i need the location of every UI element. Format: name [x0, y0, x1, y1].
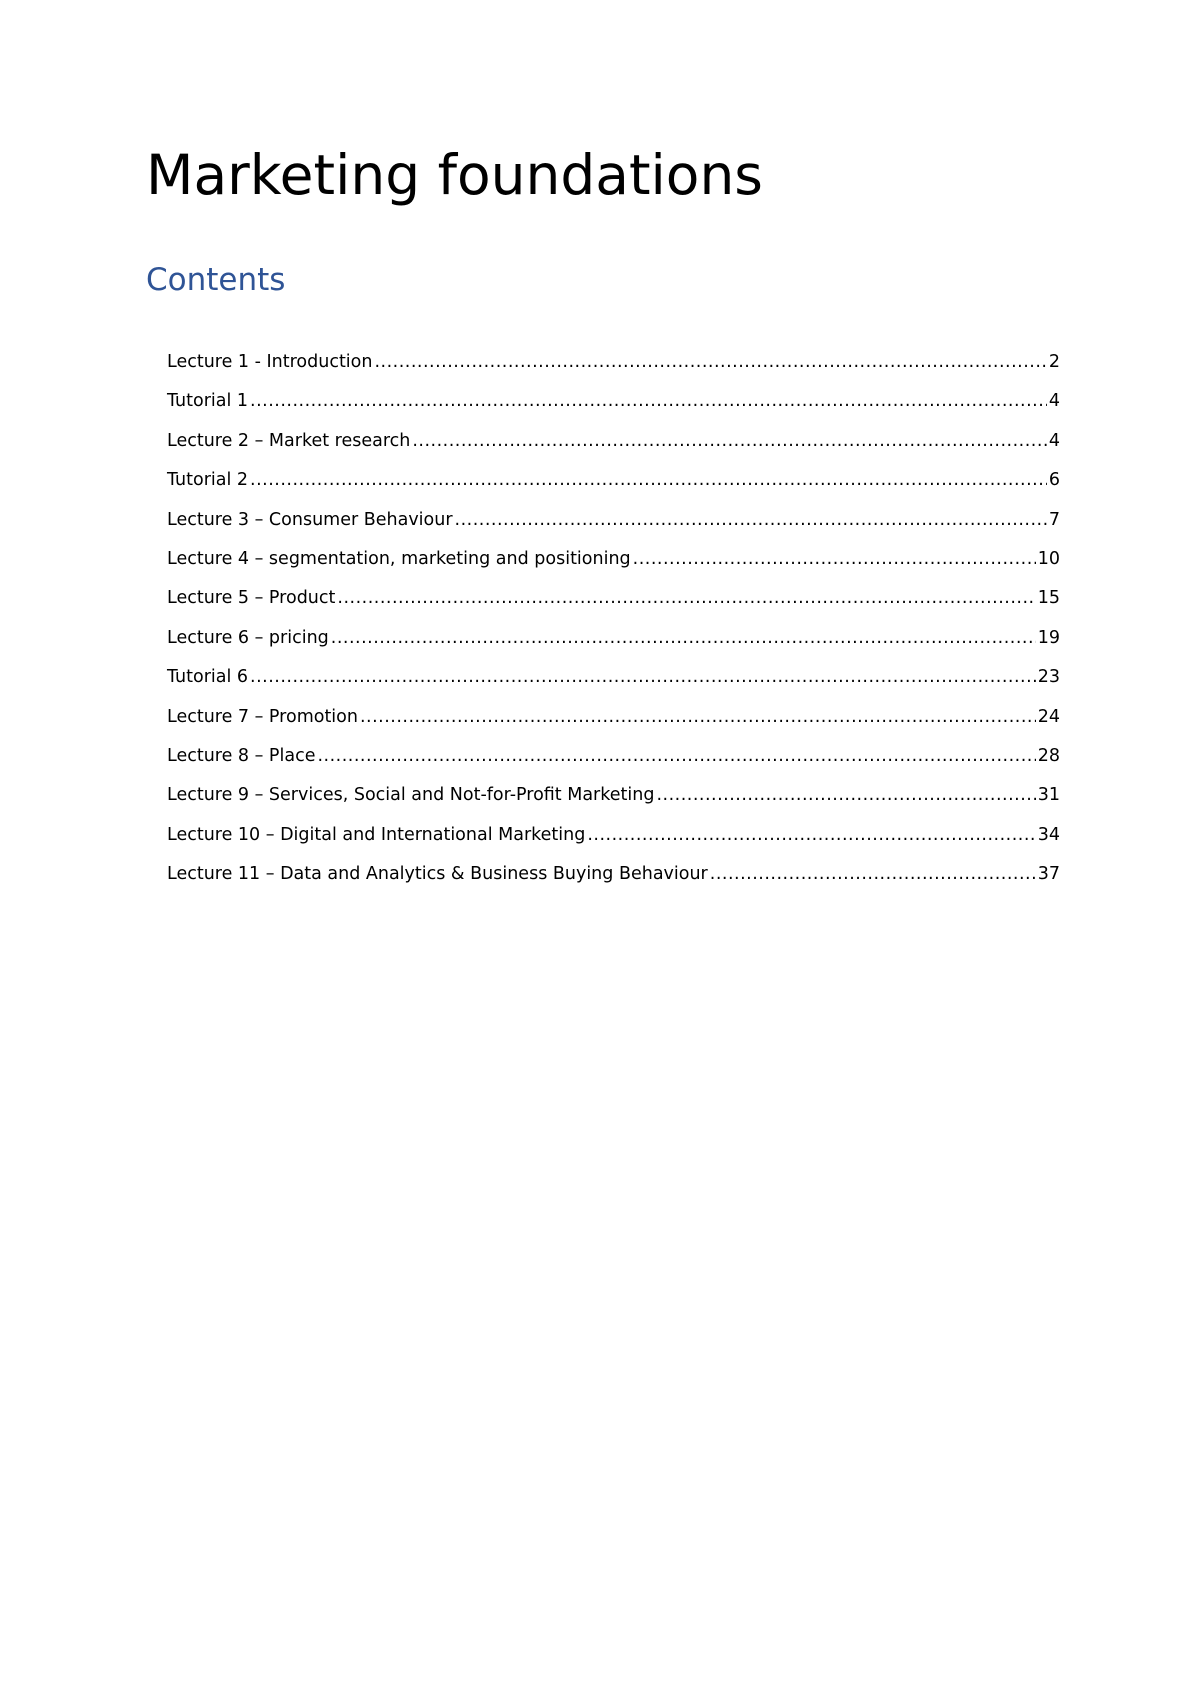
toc-entry[interactable] — [167, 746, 1060, 785]
toc-entry[interactable] — [167, 628, 1060, 667]
toc-page-number: 10 — [1037, 548, 1060, 569]
toc-entry-label: Lecture 4 – segmentation, marketing and positioning — [167, 548, 631, 569]
toc-dot-leader — [710, 864, 1036, 884]
toc-entry[interactable] — [167, 667, 1060, 706]
toc-page-number: 4 — [1048, 430, 1060, 451]
toc-entry-label: Tutorial 2 — [167, 470, 249, 491]
toc-page-number: 7 — [1048, 509, 1060, 530]
toc-entry-label: Lecture 3 – Consumer Behaviour — [167, 509, 453, 530]
toc-dot-leader — [656, 785, 1035, 805]
toc-page-number: 31 — [1037, 785, 1060, 806]
toc-dot-leader — [360, 707, 1036, 727]
toc-dot-leader — [412, 431, 1047, 451]
toc-dot-leader — [317, 746, 1035, 766]
toc-entry[interactable] — [167, 391, 1060, 430]
toc-entry-label: Lecture 9 – Services, Social and Not-for-Profit Marketing — [167, 785, 655, 806]
toc-dot-leader — [374, 352, 1046, 372]
toc-heading: Contents — [146, 262, 286, 298]
toc-dot-leader — [250, 391, 1047, 411]
toc-entry[interactable] — [167, 470, 1060, 509]
toc-page-number: 37 — [1037, 864, 1060, 885]
toc-page-number: 15 — [1037, 588, 1060, 609]
toc-entry-label: Lecture 1 - Introduction — [167, 352, 373, 372]
toc-page-number: 28 — [1037, 745, 1060, 766]
document-title: Marketing foundations — [146, 143, 763, 207]
toc-page-number: 19 — [1037, 627, 1060, 648]
toc-entry-label: Lecture 2 – Market research — [167, 430, 411, 451]
toc-dot-leader — [250, 470, 1047, 490]
table-of-contents — [167, 352, 1060, 903]
toc-entry[interactable] — [167, 707, 1060, 746]
toc-entry-label: Lecture 7 – Promotion — [167, 706, 358, 727]
toc-entry-label: Lecture 6 – pricing — [167, 627, 329, 648]
toc-dot-leader — [250, 667, 1036, 687]
toc-entry[interactable] — [167, 864, 1060, 903]
toc-entry-label: Lecture 10 – Digital and International Marketing — [167, 824, 586, 845]
toc-page-number: 6 — [1048, 470, 1060, 491]
toc-dot-leader — [337, 588, 1035, 608]
toc-dot-leader — [633, 549, 1036, 569]
toc-entry-label: Tutorial 1 — [167, 391, 249, 412]
toc-page-number: 34 — [1037, 824, 1060, 845]
toc-entry-label: Lecture 11 – Data and Analytics & Business Buying Behaviour — [167, 864, 708, 885]
toc-page-number: 2 — [1048, 352, 1060, 372]
toc-page-number: 24 — [1037, 706, 1060, 727]
toc-entry-label: Tutorial 6 — [167, 667, 249, 688]
toc-dot-leader — [331, 628, 1036, 648]
toc-entry[interactable] — [167, 588, 1060, 627]
toc-entry[interactable] — [167, 431, 1060, 470]
toc-entry[interactable] — [167, 549, 1060, 588]
toc-entry-label: Lecture 5 – Product — [167, 588, 336, 609]
toc-entry[interactable] — [167, 510, 1060, 549]
toc-entry[interactable] — [167, 825, 1060, 864]
toc-entry[interactable] — [167, 785, 1060, 824]
toc-dot-leader — [587, 825, 1035, 845]
toc-dot-leader — [455, 510, 1047, 530]
toc-page-number: 23 — [1037, 667, 1060, 688]
toc-page-number: 4 — [1048, 391, 1060, 412]
toc-entry[interactable] — [167, 352, 1060, 391]
toc-entry-label: Lecture 8 – Place — [167, 745, 316, 766]
